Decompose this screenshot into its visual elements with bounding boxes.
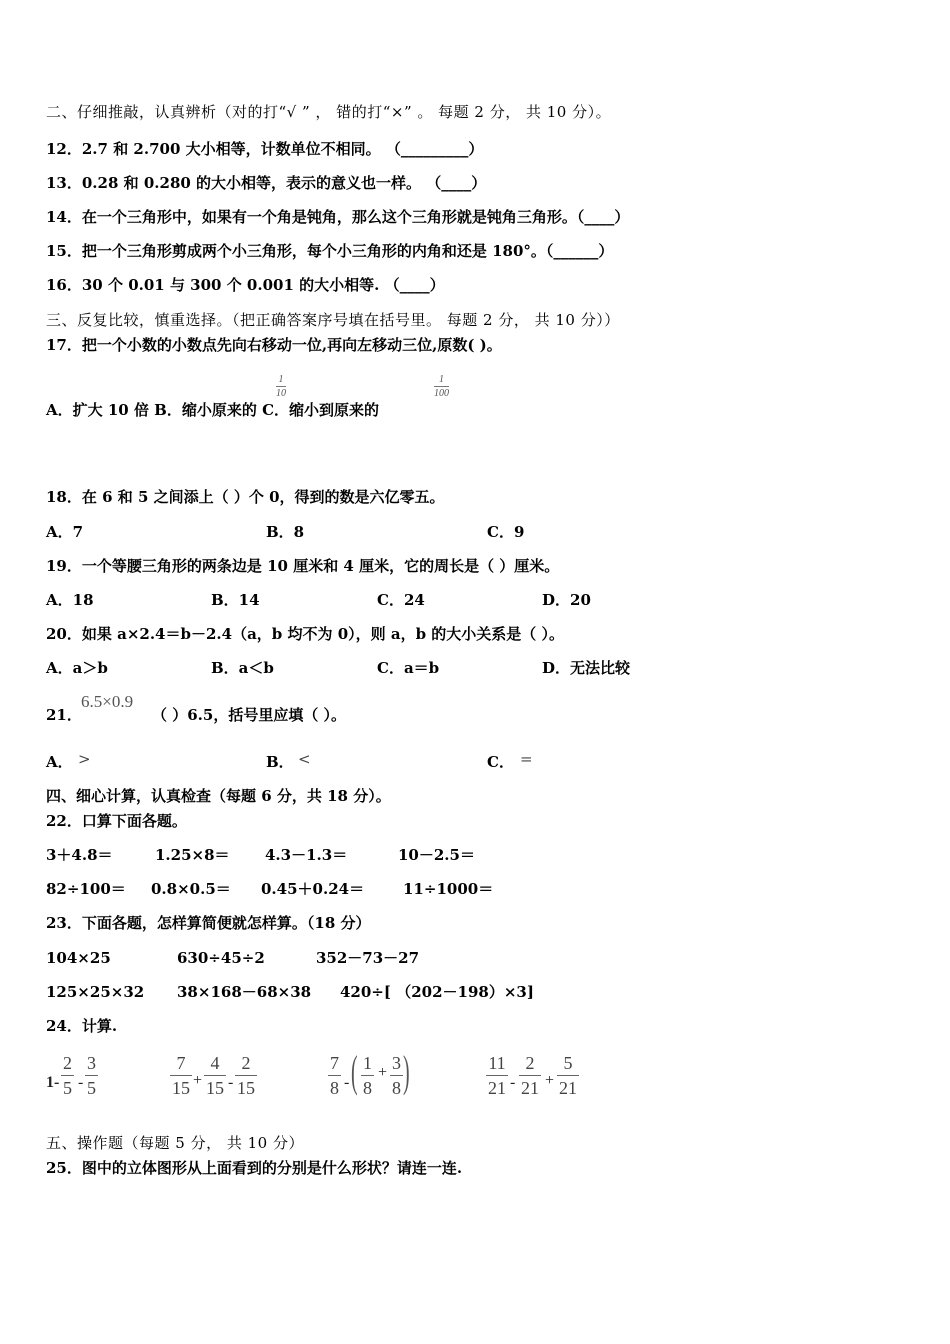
- fraction-numerator: 2: [525, 1053, 535, 1073]
- question-20-stem: 20．如果 a×2.4＝b－2.4（a，b 均不为 0），则 a，b 的大小关系是（ ）。: [46, 625, 565, 643]
- oral-calc-item: 1.25×8＝: [155, 846, 230, 864]
- fraction-denominator: 8: [392, 1078, 401, 1098]
- fraction-denominator: 21: [559, 1078, 577, 1098]
- fraction: [204, 1053, 226, 1098]
- question-24-stem: 24．计算.: [46, 1017, 118, 1035]
- right-parenthesis-icon: ): [403, 1047, 410, 1096]
- fraction: [390, 1053, 403, 1098]
- question-21-option-c-label: C．: [487, 753, 514, 771]
- fraction-numerator: 1: [363, 1053, 372, 1073]
- fraction-bar: [486, 1075, 508, 1076]
- fraction: [170, 1053, 192, 1098]
- question-19-option-c: C．24: [377, 591, 425, 609]
- fraction-denominator: 5: [63, 1078, 72, 1098]
- simplify-calc-item: 125×25×32: [46, 983, 145, 1001]
- fraction-numerator: 4: [210, 1053, 220, 1073]
- oral-calc-item: 3＋4.8＝: [46, 846, 113, 864]
- question-16: 16．30 个 0.01 与 300 个 0.001 的大小相等. （____）: [46, 276, 445, 294]
- question-18-option-a: A．7: [46, 523, 84, 541]
- question-25-stem: 25．图中的立体图形从上面看到的分别是什么形状？请连一连.: [46, 1159, 463, 1177]
- fraction: [519, 1053, 541, 1098]
- question-19-option-b: B．14: [211, 591, 260, 609]
- question-20-option-b: B．a＜b: [211, 659, 274, 677]
- fraction: [85, 1053, 98, 1098]
- operator: -: [510, 1074, 516, 1091]
- fraction-bar: [557, 1075, 579, 1076]
- question-18-option-c: C．9: [487, 523, 525, 541]
- oral-calc-item: 11÷1000＝: [403, 880, 494, 898]
- fraction-numerator: 7: [176, 1053, 186, 1073]
- question-17-options: A．扩大 10 倍 B．缩小原来的 C．缩小到原来的: [46, 401, 380, 419]
- simplify-calc-item: 630÷45÷2: [177, 949, 265, 967]
- simplify-calc-item: 420÷[ （202－198）×3]: [340, 983, 534, 1001]
- fraction-denominator: 15: [237, 1078, 255, 1098]
- simplify-calc-item: 352－73－27: [316, 949, 420, 967]
- fraction-numerator: 3: [392, 1053, 401, 1073]
- question-21-option-b-symbol: <: [298, 750, 311, 768]
- fraction-numerator: 1: [439, 374, 444, 385]
- question-20-option-d: D．无法比较: [542, 659, 631, 677]
- section-2-heading: 二、仔细推敲，认真辨析（对的打“√ ” ， 错的打“×” 。 每题 2 分， 共 10 分）。: [46, 103, 612, 121]
- section-4-heading: 四、细心计算，认真检查（每题 6 分，共 18 分）。: [46, 787, 391, 805]
- operator: -: [344, 1074, 350, 1091]
- question-23-stem: 23．下面各题，怎样算简便就怎样算。（18 分）: [46, 914, 371, 932]
- question-19-option-d: D．20: [542, 591, 591, 609]
- simplify-calc-item: 38×168－68×38: [177, 983, 312, 1001]
- fraction-bar: [519, 1075, 541, 1076]
- question-21-option-b-label: B．: [266, 753, 294, 771]
- fraction-bar: [276, 386, 286, 387]
- expr1-lead: 1-: [46, 1074, 60, 1091]
- question-21-option-c-symbol: =: [520, 750, 533, 768]
- operator: -: [78, 1074, 84, 1091]
- operator: +: [545, 1072, 555, 1089]
- fraction-numerator: 3: [87, 1053, 96, 1073]
- fraction-numerator: 5: [563, 1053, 573, 1073]
- fraction-bar: [328, 1075, 341, 1076]
- question-21-number: 21．: [46, 706, 82, 724]
- fraction: [328, 1053, 341, 1098]
- question-19-stem: 19．一个等腰三角形的两条边是 10 厘米和 4 厘米，它的周长是（ ）厘米。: [46, 557, 560, 575]
- operator: -: [228, 1074, 234, 1091]
- fraction-denominator: 21: [488, 1078, 506, 1098]
- fraction-denominator: 15: [172, 1078, 190, 1098]
- question-17-stem: 17．把一个小数的小数点先向右移动一位,再向左移动三位,原数( )。: [46, 336, 502, 354]
- question-14: 14．在一个三角形中，如果有一个角是钝角，那么这个三角形就是钝角三角形。（____）: [46, 208, 630, 226]
- fraction: [61, 1053, 74, 1098]
- question-18-option-b: B．8: [266, 523, 305, 541]
- question-22-stem: 22．口算下面各题。: [46, 812, 187, 830]
- section-5-heading: 五、操作题（每题 5 分， 共 10 分）: [46, 1134, 304, 1152]
- fraction-bar: [235, 1075, 257, 1076]
- fraction: [361, 1053, 374, 1098]
- section-3-heading: 三、反复比较，慎重选择。（把正确答案序号填在括号里。 每题 2 分， 共 10 分））: [46, 311, 620, 329]
- oral-calc-item: 0.45＋0.24＝: [261, 880, 365, 898]
- fraction-denominator: 5: [87, 1078, 96, 1098]
- question-21-expression: 6.5×0.9: [81, 692, 134, 711]
- fraction-numerator: 2: [63, 1053, 72, 1073]
- oral-calc-item: 82÷100＝: [46, 880, 126, 898]
- fraction-one-tenth: [276, 374, 286, 399]
- fraction-denominator: 15: [206, 1078, 224, 1098]
- fraction-numerator: 1: [278, 374, 284, 385]
- fraction: [235, 1053, 257, 1098]
- fraction: [486, 1053, 508, 1098]
- left-parenthesis-icon: (: [351, 1047, 358, 1096]
- fraction: [557, 1053, 579, 1098]
- question-15: 15．把一个三角形剪成两个小三角形，每个小三角形的内角和还是 180°。（______）: [46, 242, 614, 260]
- fraction-numerator: 7: [330, 1053, 339, 1073]
- fraction-denominator: 8: [363, 1078, 372, 1098]
- oral-calc-item: 10－2.5＝: [398, 846, 475, 864]
- question-19-option-a: A．18: [46, 591, 94, 609]
- fraction-one-hundredth: [434, 374, 449, 399]
- operator: +: [193, 1072, 203, 1089]
- fraction-numerator: 2: [241, 1053, 251, 1073]
- oral-calc-item: 0.8×0.5＝: [151, 880, 231, 898]
- oral-calc-item: 4.3－1.3＝: [265, 846, 348, 864]
- fraction-bar: [361, 1075, 374, 1076]
- question-20-option-c: C．a＝b: [377, 659, 440, 677]
- simplify-calc-item: 104×25: [46, 949, 111, 967]
- fraction-denominator: 100: [434, 388, 449, 399]
- question-21-option-a-label: A．: [46, 753, 73, 771]
- fraction-bar: [434, 386, 449, 387]
- fraction-denominator: 10: [276, 388, 286, 399]
- fraction-denominator: 8: [330, 1078, 339, 1098]
- question-18-stem: 18．在 6 和 5 之间添上（ ）个 0，得到的数是六亿零五。: [46, 488, 445, 506]
- operator: +: [378, 1064, 388, 1081]
- fraction-numerator: 11: [488, 1053, 506, 1073]
- fraction-bar: [390, 1075, 403, 1076]
- question-21-option-a-symbol: >: [78, 750, 91, 768]
- question-13: 13．0.28 和 0.280 的大小相等，表示的意义也一样。 （____）: [46, 174, 487, 192]
- question-21-rest: （ ）6.5，括号里应填（ ）。: [152, 706, 347, 724]
- fraction-denominator: 21: [521, 1078, 539, 1098]
- question-20-option-a: A．a＞b: [46, 659, 108, 677]
- question-12: 12．2.7 和 2.700 大小相等，计数单位不相同。 （_________）: [46, 140, 484, 158]
- fraction-bar: [204, 1075, 226, 1076]
- fraction-bar: [85, 1075, 98, 1076]
- fraction-bar: [170, 1075, 192, 1076]
- fraction-bar: [61, 1075, 74, 1076]
